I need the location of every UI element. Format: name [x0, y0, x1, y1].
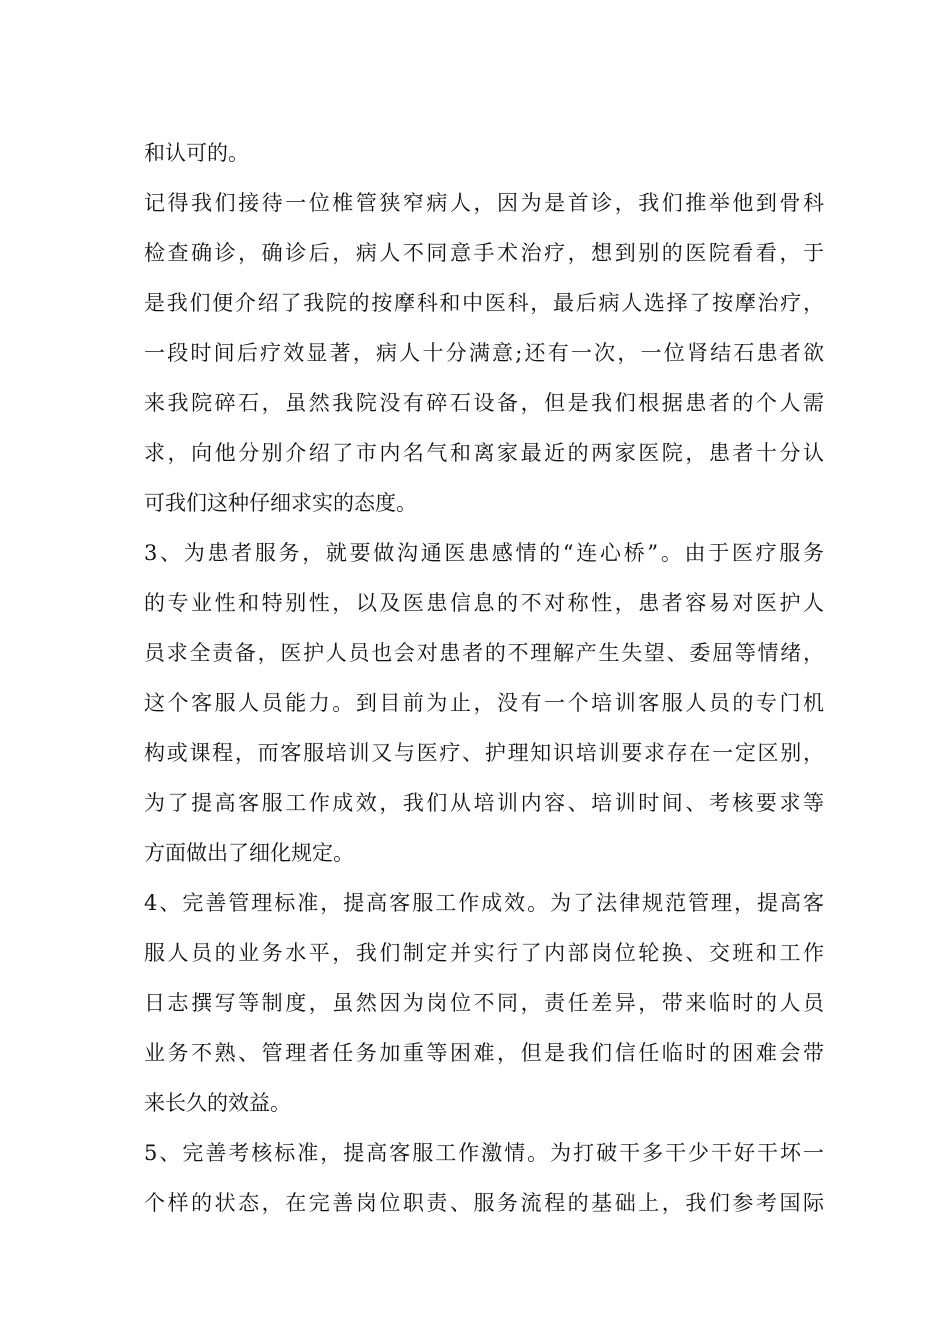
text-line: 为了提高客服工作成效，我们从培训内容、培训时间、考核要求等	[144, 791, 824, 815]
text-line: 方面做出了细化规定。	[144, 841, 354, 865]
text-line: 来长久的效益。	[144, 1091, 291, 1115]
text-line: 和认可的。	[144, 141, 249, 165]
text-line: 这个客服人员能力。到目前为止，没有一个培训客服人员的专门机	[144, 691, 824, 715]
text-line: 是我们便介绍了我院的按摩科和中医科，最后病人选择了按摩治疗，	[144, 291, 824, 315]
text-line: 来我院碎石，虽然我院没有碎石设备，但是我们根据患者的个人需	[144, 391, 824, 415]
text-line: 构或课程，而客服培训又与医疗、护理知识培训要求存在一定区别，	[144, 741, 824, 765]
text-line: 可我们这种仔细求实的态度。	[144, 491, 417, 515]
text-line: 3、为患者服务，就要做沟通医患感情的“连心桥”。由于医疗服务	[144, 541, 824, 565]
text-line: 业务不熟、管理者任务加重等困难，但是我们信任临时的困难会带	[144, 1041, 824, 1065]
text-line: 4、完善管理标准，提高客服工作成效。为了法律规范管理，提高客	[144, 891, 824, 915]
document-body	[144, 128, 824, 1228]
text-line: 检查确诊，确诊后，病人不同意手术治疗，想到别的医院看看，于	[144, 241, 824, 265]
text-line: 员求全责备，医护人员也会对患者的不理解产生失望、委屈等情绪，	[144, 641, 824, 665]
text-line: 个样的状态，在完善岗位职责、服务流程的基础上，我们参考国际	[144, 1191, 824, 1215]
text-line: 的专业性和特别性，以及医患信息的不对称性，患者容易对医护人	[144, 591, 824, 615]
text-line: 求，向他分别介绍了市内名气和离家最近的两家医院，患者十分认	[144, 441, 824, 465]
text-line: 日志撰写等制度，虽然因为岗位不同，责任差异，带来临时的人员	[144, 991, 824, 1015]
text-line: 服人员的业务水平，我们制定并实行了内部岗位轮换、交班和工作	[144, 941, 824, 965]
text-line: 一段时间后疗效显著，病人十分满意;还有一次，一位肾结石患者欲	[144, 341, 824, 365]
text-line: 记得我们接待一位椎管狭窄病人，因为是首诊，我们推举他到骨科	[144, 191, 824, 215]
text-line: 5、完善考核标准，提高客服工作激情。为打破干多干少干好干坏一	[144, 1141, 824, 1165]
